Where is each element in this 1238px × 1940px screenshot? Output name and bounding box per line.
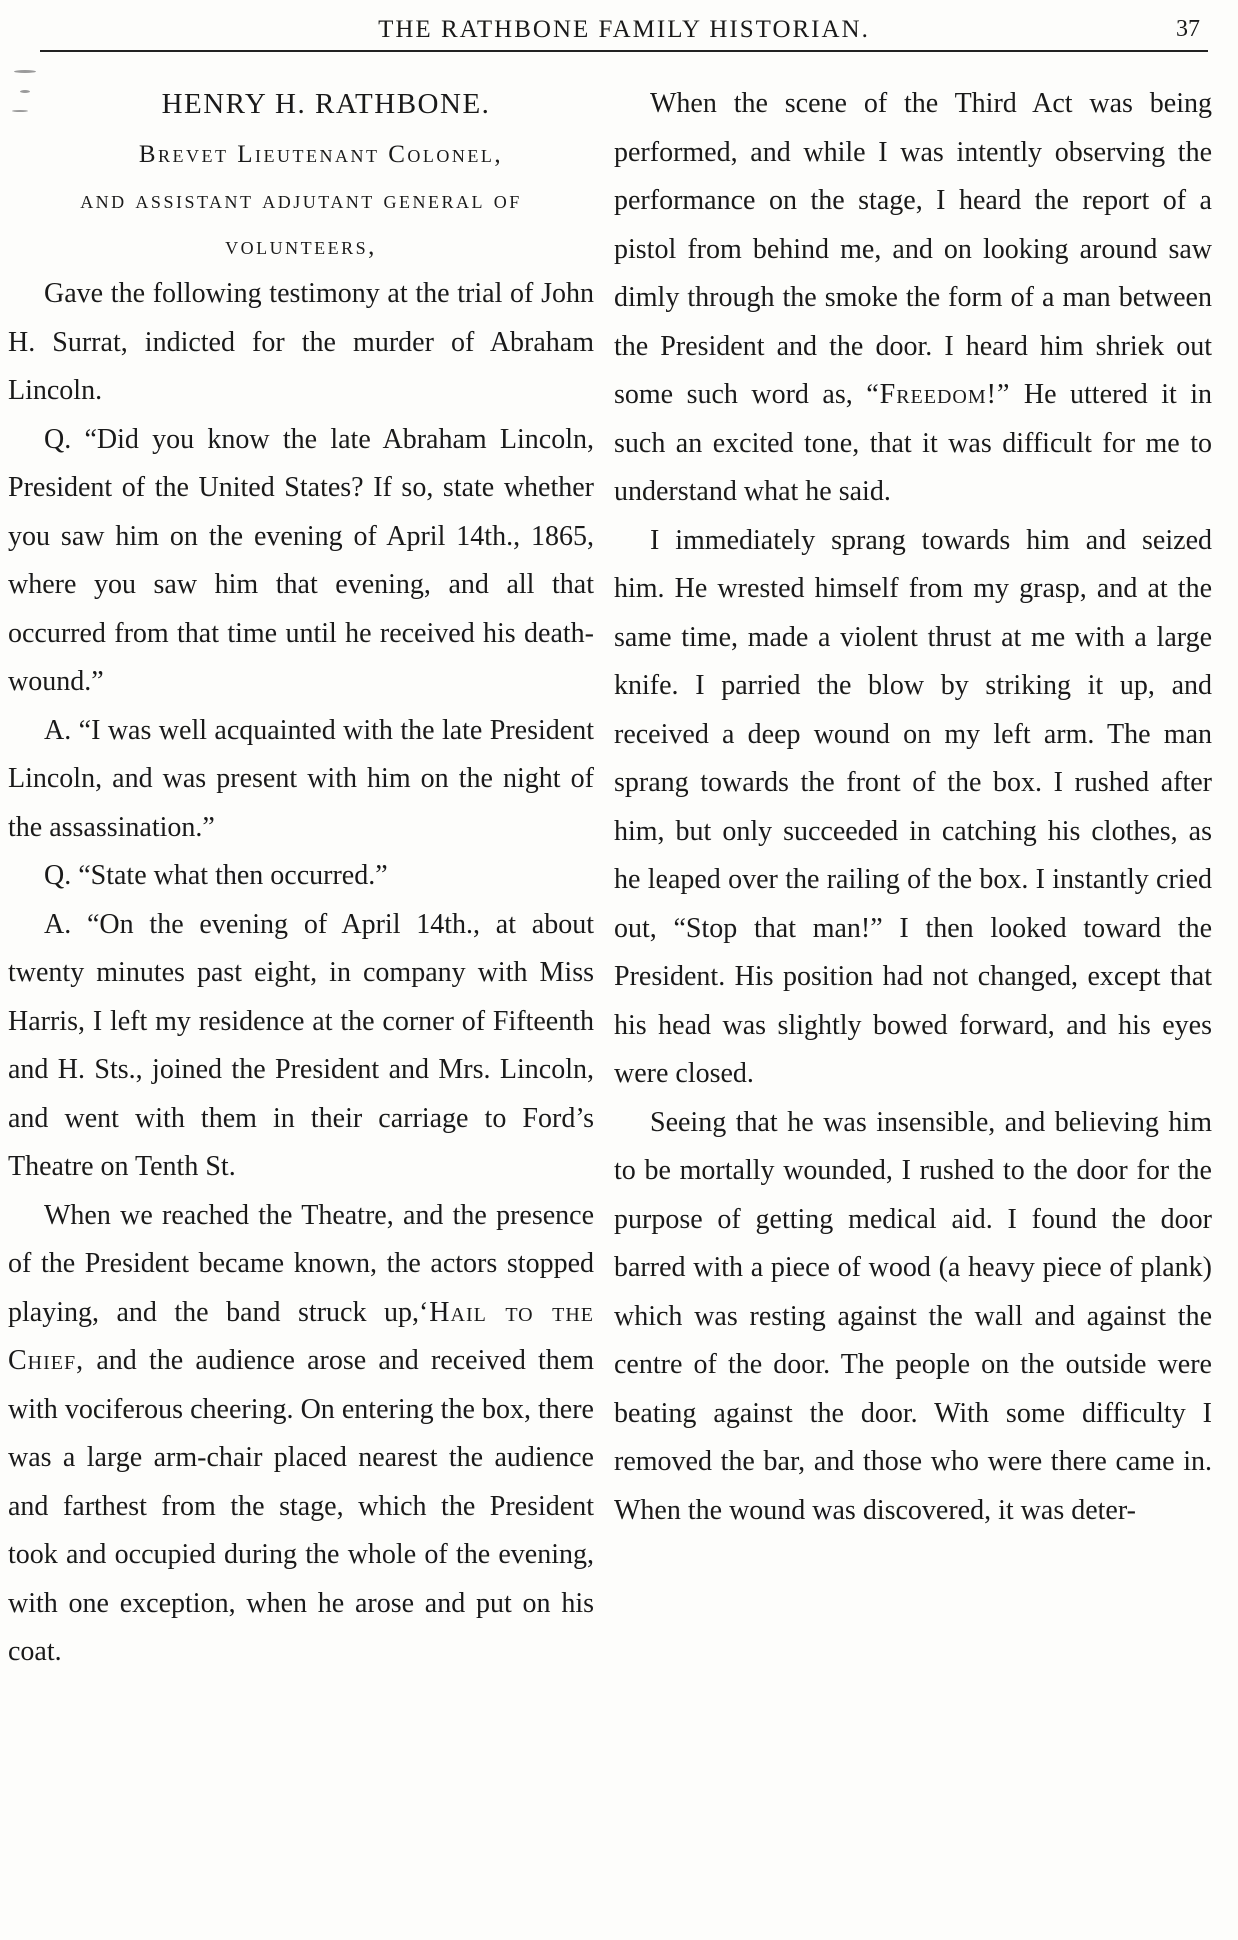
paragraph: Q. “State what then occurred.” <box>44 860 388 891</box>
running-title: THE RATHBONE FAMILY HISTORIAN. <box>378 16 870 43</box>
paragraph: A. “On the evening of April 14th., at about twenty minutes past eight, in company with Miss Harris, I left my residence at the corner of Fifteenth and H. Sts., joined the President and Mrs. Lincoln, and went with them in their carriage to Ford’s Theatre on Tenth St. <box>8 908 594 1182</box>
paragraph: Gave the following testimony at the trial of John H. Surrat, indicted for the murder of Abraham Lincoln. <box>8 278 594 406</box>
article-subtitle-line-2: and assistant adjutant general of <box>80 187 522 214</box>
paragraph: I immediately sprang towards him and seized him. He wrested himself from my grasp, and at the same time, made a violent thrust at me with a large knife. I parried the blow by striking it up, and received a deep wound on my left arm. The man sprang towards the front of the box. I rushed after him, but only succeeded in catching his clothes, as he leaped over the railing of the box. I instantly cried out, “Stop that man!” I then looked toward the President. His position had not changed, except that his head was slightly bowed forward, and his eyes were closed. <box>614 524 1212 1089</box>
paragraph: Q. “Did you know the late Abraham Lincoln, President of the United States? If so, state whether you saw him on the evening of April 14th., 1865, where you saw him that evening, and all that occurred from that time until he received his death-wound.” <box>8 423 594 697</box>
paragraph-text: When we reached the Theatre, and the presence of the President became known, the actors stopped playing, and the band struck up, <box>8 1199 594 1328</box>
article-subtitle-line-3: volunteers, <box>225 233 377 260</box>
paragraph: Seeing that he was insensible, and believing him to be mortally wounded, I rushed to the door for the purpose of getting medical aid. I found the door barred with a piece of wood (a heavy piece of plank) which was resting against the wall and against the centre of the door. The people on the outside were beating against the door. With some difficulty I removed the bar, and those who were there came in. When the wound was discovered, it was deter- <box>614 1106 1212 1526</box>
article-subtitle-line-1: Brevet Lieutenant Colonel, <box>138 141 504 168</box>
song-title: ‘Hail to the Chief, <box>8 1296 595 1376</box>
page-header <box>40 14 1208 52</box>
paragraph-text: and the audience arose and received them with vociferous cheering. On entering the box, there was a large arm-chair placed nearest the audience and farthest from the stage, which the President took and occupied during the whole of the evening, with one exception, when he arose and put on his coat. <box>8 1345 595 1667</box>
paragraph <box>8 1192 594 1677</box>
paragraph: A. “I was well acquainted with the late President Lincoln, and was present with him on the night of the assassination.” <box>8 714 594 843</box>
print-speck <box>14 70 36 73</box>
right-column <box>614 80 1212 1535</box>
article-title: HENRY H. RATHBONE. <box>161 88 491 120</box>
paragraph-text: He uttered it in such an excited tone, that it was difficult for me to understand what he said. <box>614 379 1213 507</box>
print-speck <box>20 90 30 93</box>
paragraph <box>614 80 1212 517</box>
page-number: 37 <box>1176 16 1200 42</box>
left-column <box>8 80 594 1677</box>
exclamation-freedom: “Freedom!” <box>866 379 1011 410</box>
paragraph-text: When the scene of the Third Act was being performed, and while I was intently observing the performance on the stage, I heard the report of a pistol from behind me, and on looking around saw dimly through the smoke the form of a man between the President and the door. I heard him shriek out some such word as, <box>614 88 1212 410</box>
print-speck <box>12 110 28 112</box>
